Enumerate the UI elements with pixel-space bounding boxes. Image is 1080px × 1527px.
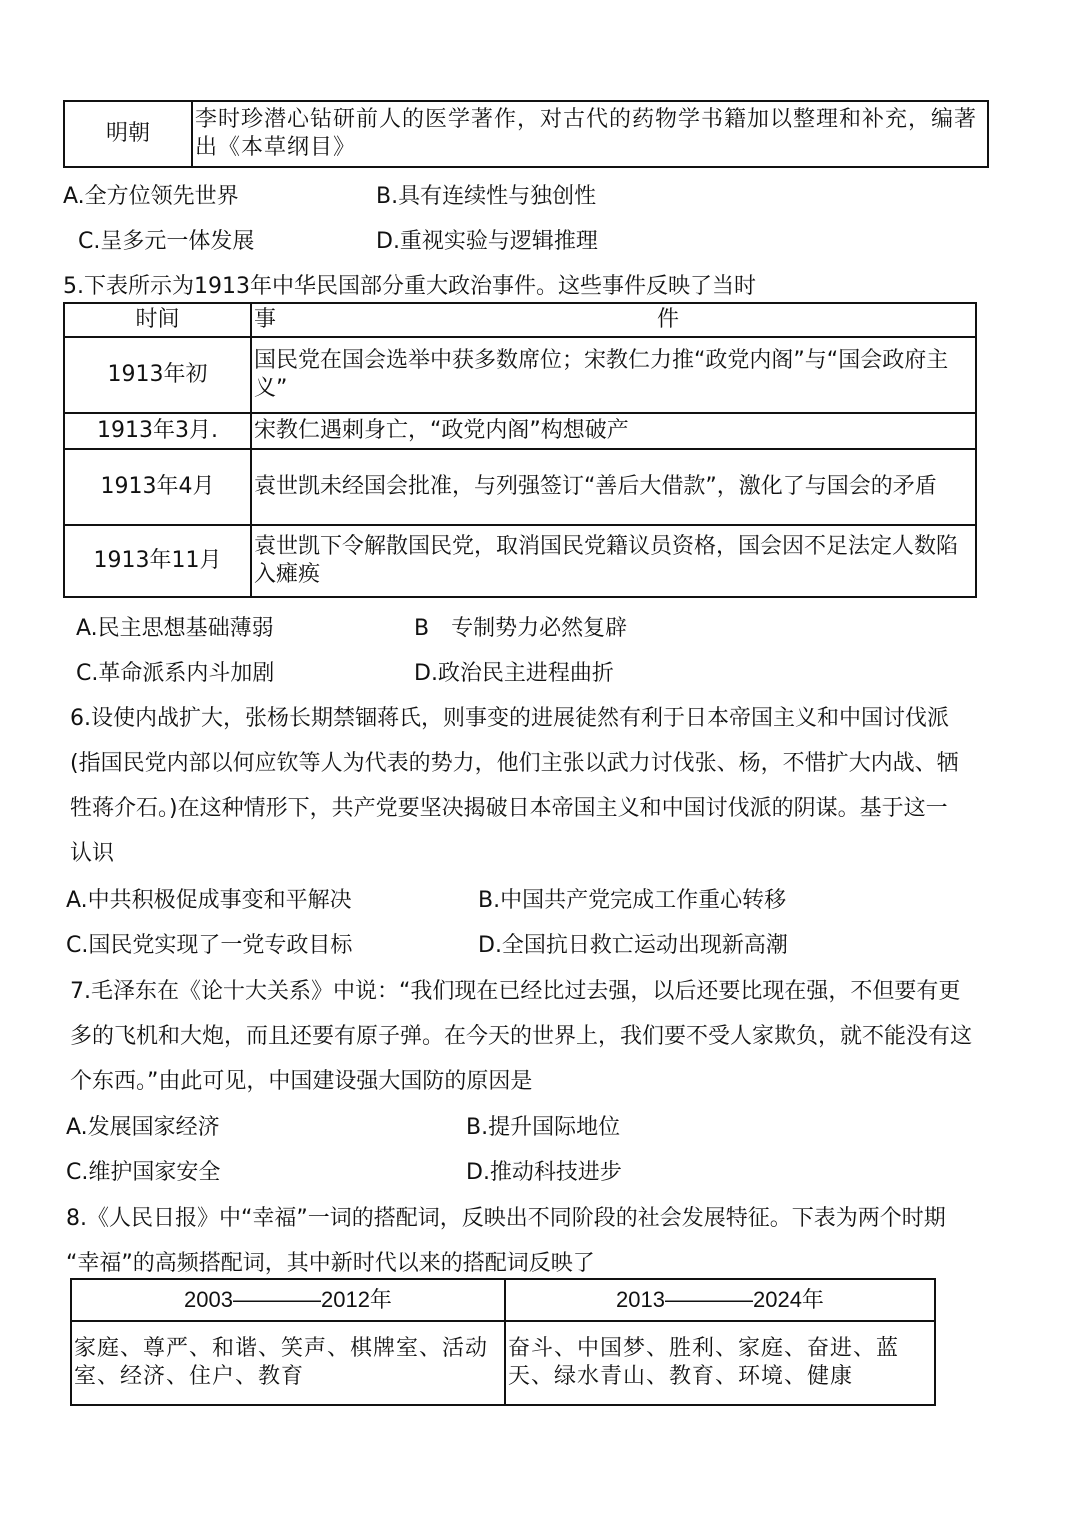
period-keywords-2: 奋斗、中国梦、胜利、家庭、奋进、蓝天、绿水青山、教育、环境、健康 (505, 1321, 935, 1405)
table-row (64, 337, 976, 413)
row-time: 1913年11月 (64, 525, 251, 597)
q5-option-a[interactable]: A.民主思想基础薄弱 (76, 616, 274, 641)
dynasty-description-cell: 李时珍潜心钻研前人的医学著作，对古代的药物学书籍加以整理和补充，编著出《本草纲目》 (192, 101, 988, 167)
table-row (64, 413, 976, 449)
table-row (64, 525, 976, 597)
row-event: 宋教仁遇刺身亡，“政党内阁”构想破产 (251, 413, 976, 449)
q5-option-c[interactable]: C.革命派系内斗加剧 (76, 661, 275, 686)
header-event (251, 303, 976, 337)
table-row (64, 303, 976, 337)
q8-stem-line-1: 8.《人民日报》中“幸福”一词的搭配词，反映出不同阶段的社会发展特征。下表为两个时期 (66, 1206, 946, 1231)
q6-stem-line-3: 牲蒋介石。)在这种情形下，共产党要坚决揭破日本帝国主义和中国讨伐派的阴谋。基于这一 (70, 796, 948, 821)
header-event-char-2: 件 (657, 307, 680, 332)
row-time: 1913年初 (64, 337, 251, 413)
q5-stem: 5.下表所示为1913年中华民国部分重大政治事件。这些事件反映了当时 (63, 274, 756, 299)
q7-stem-line-1: 7.毛泽东在《论十大关系》中说：“我们现在已经比过去强，以后还要比现在强，不但要有更 (70, 979, 961, 1004)
table-row (71, 1321, 935, 1405)
q8-keywords-table (70, 1278, 936, 1406)
q7-stem-line-3: 个东西。”由此可见，中国建设强大国防的原因是 (70, 1069, 533, 1094)
q6-option-b[interactable]: B.中国共产党完成工作重心转移 (478, 888, 787, 913)
q6-stem-line-4: 认识 (70, 841, 115, 866)
q7-option-a[interactable]: A.发展国家经济 (66, 1115, 220, 1140)
dynasty-cell: 明朝 (64, 101, 192, 167)
q5-events-table (63, 302, 977, 598)
table-row (71, 1279, 935, 1321)
q6-option-d[interactable]: D.全国抗日救亡运动出现新高潮 (478, 933, 788, 958)
period-header-2: 2013————2024年 (505, 1279, 935, 1321)
header-event-char-1: 事 (254, 307, 277, 332)
q4-option-b[interactable]: B.具有连续性与独创性 (376, 184, 597, 209)
q7-stem-line-2: 多的飞机和大炮，而且还要有原子弹。在今天的世界上，我们要不受人家欺负，就不能没有这 (70, 1024, 973, 1049)
dynasty-table (63, 100, 989, 168)
q4-option-a[interactable]: A.全方位领先世界 (63, 184, 239, 209)
row-event: 国民党在国会选举中获多数席位；宋教仁力推“政党内阁”与“国会政府主义” (251, 337, 976, 413)
row-time: 1913年4月 (64, 449, 251, 525)
period-header-1: 2003————2012年 (71, 1279, 505, 1321)
header-time: 时间 (64, 303, 251, 337)
q4-option-c[interactable]: C.呈多元一体发展 (78, 229, 255, 254)
q6-stem-line-1: 6.设使内战扩大，张杨长期禁锢蒋氏，则事变的进展徒然有利于日本帝国主义和中国讨伐派 (70, 706, 949, 731)
table-row (64, 449, 976, 525)
period-keywords-1: 家庭、尊严、和谐、笑声、棋牌室、活动室、经济、住户、教育 (71, 1321, 505, 1405)
q7-option-d[interactable]: D.推动科技进步 (466, 1160, 622, 1185)
q5-option-b[interactable]: B 专制势力必然复辟 (414, 616, 628, 641)
q8-stem-line-2: “幸福”的高频搭配词，其中新时代以来的搭配词反映了 (66, 1251, 595, 1276)
q6-stem-line-2: (指国民党内部以何应钦等人为代表的势力，他们主张以武力讨伐张、杨，不惜扩大内战、牺 (70, 751, 959, 776)
table-row (64, 101, 988, 167)
row-event: 袁世凯下令解散国民党，取消国民党籍议员资格，国会因不足法定人数陷入瘫痪 (251, 525, 976, 597)
q5-option-d[interactable]: D.政治民主进程曲折 (414, 661, 614, 686)
q6-option-c[interactable]: C.国民党实现了一党专政目标 (66, 933, 353, 958)
q6-option-a[interactable]: A.中共积极促成事变和平解决 (66, 888, 352, 913)
row-event: 袁世凯未经国会批准，与列强签订“善后大借款”，激化了与国会的矛盾 (251, 449, 976, 525)
row-time: 1913年3月. (64, 413, 251, 449)
q7-option-c[interactable]: C.维护国家安全 (66, 1160, 221, 1185)
q4-option-d[interactable]: D.重视实验与逻辑推理 (376, 229, 598, 254)
q7-option-b[interactable]: B.提升国际地位 (466, 1115, 621, 1140)
